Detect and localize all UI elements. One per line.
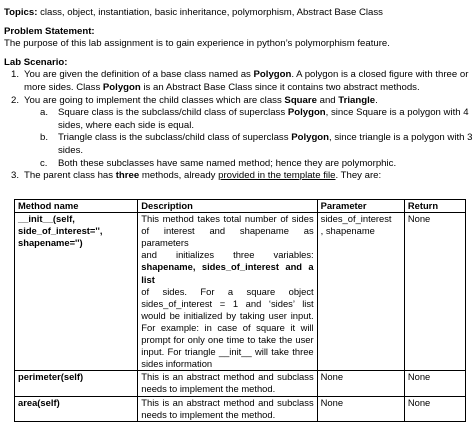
description-cell	[138, 371, 317, 396]
item-text: Triangle class is the subclass/child class of superclass	[58, 132, 292, 144]
parameter-cell: None	[317, 396, 404, 421]
class-name: Triangle	[338, 94, 376, 106]
item-number: 1.	[11, 69, 20, 81]
description-line: This is an abstract method and subclass	[141, 371, 314, 383]
description-line: sides_of_interest = 1 and ‘sides’ list	[141, 297, 314, 309]
item-number: 2.	[11, 94, 20, 106]
item-text: Both these subclasses have same named method; hence they are polymorphic.	[58, 157, 397, 169]
return-cell: None	[404, 371, 465, 396]
topics-text: class, object, instantiation, basic inheritance, polymorphism, Abstract Base Class	[37, 7, 383, 18]
return-cell: None	[404, 396, 465, 421]
class-name: Polygon	[291, 132, 330, 144]
lab-document	[4, 7, 473, 183]
item-number: 3.	[11, 170, 20, 182]
description-cell	[138, 213, 317, 371]
list-item	[4, 95, 470, 108]
description-line: This is an abstract method and subclass	[141, 396, 314, 408]
sub-item-letter: c.	[40, 157, 48, 169]
topics-label: Topics:	[4, 7, 38, 18]
problem-text: The purpose of this lab assignment is to gain experience in python’s polymorphism feature.	[4, 38, 390, 50]
description-line: of interest and shapename as parameters	[141, 225, 314, 249]
item-text: and	[316, 94, 339, 106]
description-line: input. For triangle __init__ will take three	[141, 346, 314, 358]
return-cell: None	[404, 213, 465, 371]
description-line: would be initialized by taking user input.	[141, 309, 314, 321]
item-text: The parent class has	[24, 170, 116, 182]
item-text: You are going to implement the child classes which are class	[24, 94, 285, 106]
description-line: needs to implement the method.	[141, 408, 276, 420]
list-item	[4, 69, 470, 94]
parameter-line: , shapename	[320, 225, 375, 237]
class-name: Polygon	[253, 69, 292, 81]
sub-item	[4, 107, 470, 132]
item-text: sides, where each side is equal.	[58, 119, 194, 131]
header-return: Return	[404, 200, 465, 213]
item-text: is an Abstract Base Class since it contains two abstract methods.	[140, 81, 420, 93]
method-name-line: shapename='')	[18, 237, 83, 249]
item-text: .	[375, 94, 378, 106]
method-name-line: __init__(self,	[18, 213, 75, 225]
emphasis: three	[115, 170, 140, 182]
scenario-heading: Lab Scenario:	[4, 56, 68, 68]
description-cell	[138, 396, 317, 421]
item-text: methods, already	[139, 170, 219, 182]
problem-heading: Problem Statement:	[4, 25, 95, 37]
description-line: needs to implement the method.	[141, 383, 276, 395]
sub-item	[4, 158, 470, 171]
scenario-list	[4, 69, 473, 182]
topics-line	[4, 7, 470, 20]
header-parameter: Parameter	[317, 200, 404, 213]
class-name: Polygon	[102, 81, 141, 93]
description-line: shapename, sides_of_interest and a list	[141, 261, 314, 285]
class-name: Polygon	[287, 107, 326, 119]
item-text: You are given the definition of a base class named as	[24, 69, 254, 81]
header-method-name: Method name	[15, 200, 138, 213]
header-description: Description	[138, 200, 317, 213]
sub-item	[4, 132, 473, 157]
item-text: . They are:	[335, 170, 382, 182]
description-line: of sides. For a square object	[141, 285, 314, 297]
description-line: This method takes total number of sides	[141, 213, 314, 225]
table-row	[15, 371, 466, 396]
table-row	[15, 396, 466, 421]
item-text: . A polygon is a closed figure with three or	[291, 69, 469, 81]
methods-table	[14, 199, 466, 422]
item-text: more sides. Class	[24, 81, 103, 93]
parameter-line: sides_of_interest	[320, 213, 392, 225]
parameter-cell	[317, 213, 404, 371]
description-line: For example: in case of square it will	[141, 321, 314, 333]
method-name-cell	[15, 213, 138, 371]
table-row	[15, 213, 466, 371]
method-name-line: side_of_interest='',	[18, 225, 103, 237]
item-text: , since triangle is a polygon with 3	[329, 132, 473, 144]
description-line: prompt for only one time to take the user	[141, 334, 314, 346]
class-name: Square	[284, 94, 317, 106]
list-item	[4, 170, 470, 183]
item-text: , since Square is a polygon with 4	[325, 107, 469, 119]
method-name-cell: area(self)	[15, 396, 138, 421]
method-name-cell: perimeter(self)	[15, 371, 138, 396]
sub-item-letter: a.	[40, 107, 49, 119]
template-file-reference: provided in the template file	[218, 170, 336, 182]
item-text: Square class is the subclass/child class of superclass	[58, 107, 288, 119]
description-line: and initializes three variables:	[141, 249, 314, 261]
table-header-row	[15, 200, 466, 213]
description-line: sides information	[141, 358, 213, 370]
parameter-cell: None	[317, 371, 404, 396]
sub-item-letter: b.	[40, 132, 49, 144]
item-text: sides.	[58, 144, 84, 156]
